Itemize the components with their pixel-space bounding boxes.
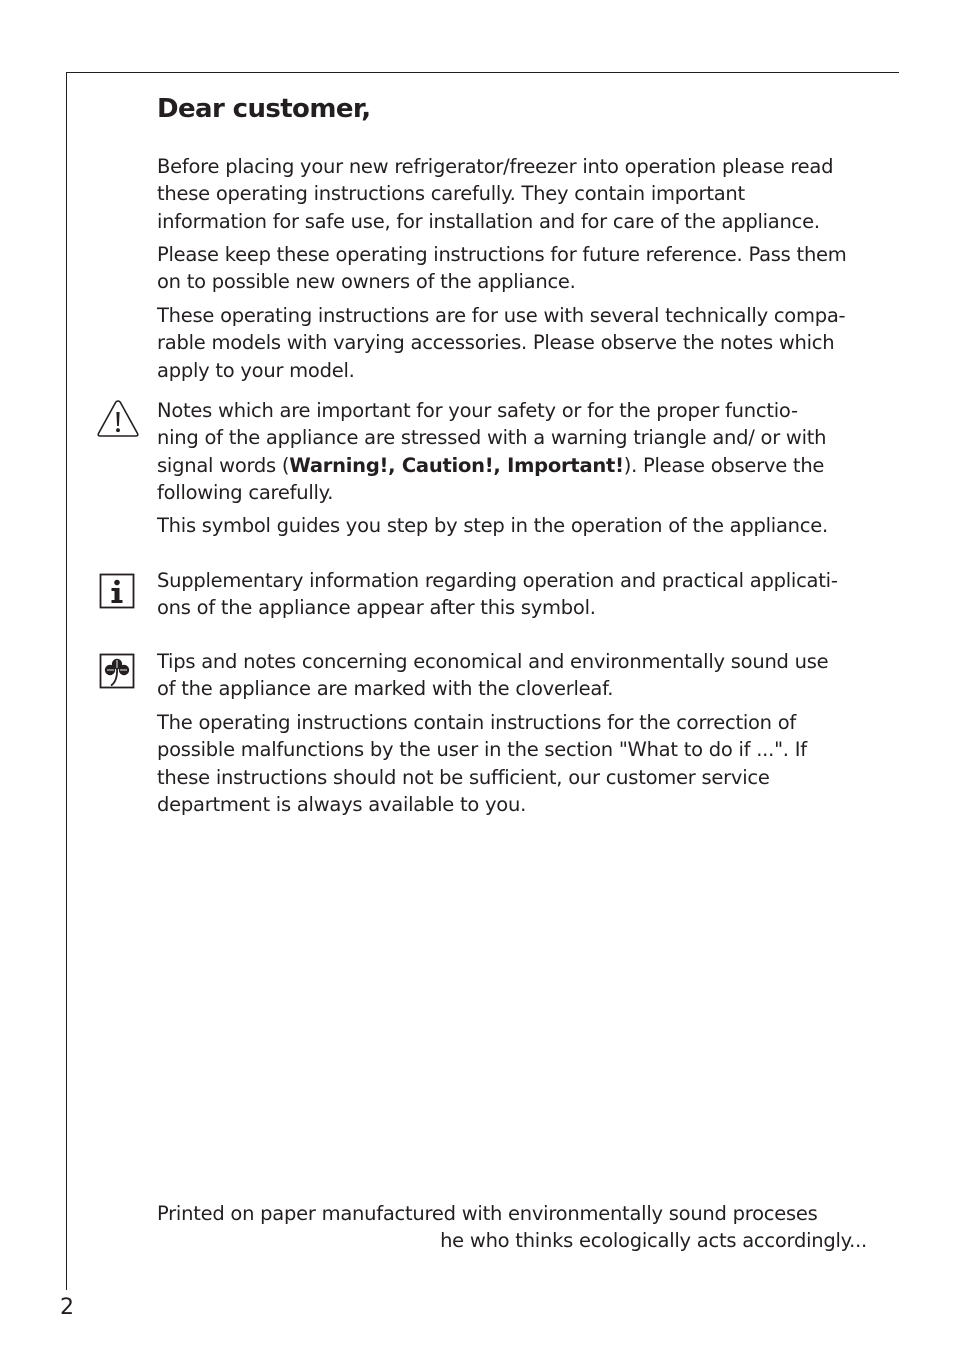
footer-note: Printed on paper manufactured with environmentally sound proceses <box>157 1202 818 1225</box>
top-rule <box>66 72 899 73</box>
warning-triangle-icon <box>96 399 140 439</box>
info-paragraph: Supplementary information regarding operation and practical applicati- ons of the appliance appear after this symbol. <box>157 569 838 620</box>
eco-paragraph: Tips and notes concerning economical and environmentally sound use of the appliance are marked with the cloverleaf. <box>157 650 829 701</box>
page-number: 2 <box>60 1295 74 1320</box>
intro-paragraph-2: Please keep these operating instructions for future reference. Pass them on to possible new owners of the appliance. <box>157 243 847 294</box>
malfunction-paragraph: The operating instructions contain instructions for the correction of possible malfunctions by the user in the section "What to do if ...". If these instructions should not be sufficient, our customer service department is always available to you. <box>157 711 807 816</box>
footer-motto: he who thinks ecologically acts accordingly... <box>440 1229 867 1252</box>
cloverleaf-icon <box>99 653 135 690</box>
left-margin-rule <box>66 72 67 1290</box>
signal-words: Warning!, Caution!, Important! <box>289 453 624 477</box>
intro-paragraph-3: These operating instructions are for use with several technically compa- rable models with varying accessories. Please observe the notes which apply to your model. <box>157 304 846 382</box>
intro-paragraph-1: Before placing your new refrigerator/freezer into operation please read these operating instructions carefully. They contain important information for safe use, for installation and for care of the appliance. <box>157 155 834 233</box>
step-paragraph: This symbol guides you step by step in the operation of the appliance. <box>157 514 828 537</box>
page-title: Dear customer, <box>157 94 371 124</box>
info-icon <box>99 573 135 610</box>
warning-paragraph: Notes which are important for your safety or for the proper functio- ning of the appliance are stressed with a warning triangle and/ or with signal words (Warning!, Caution!, Important!). Please observe the following carefully. <box>157 399 827 504</box>
